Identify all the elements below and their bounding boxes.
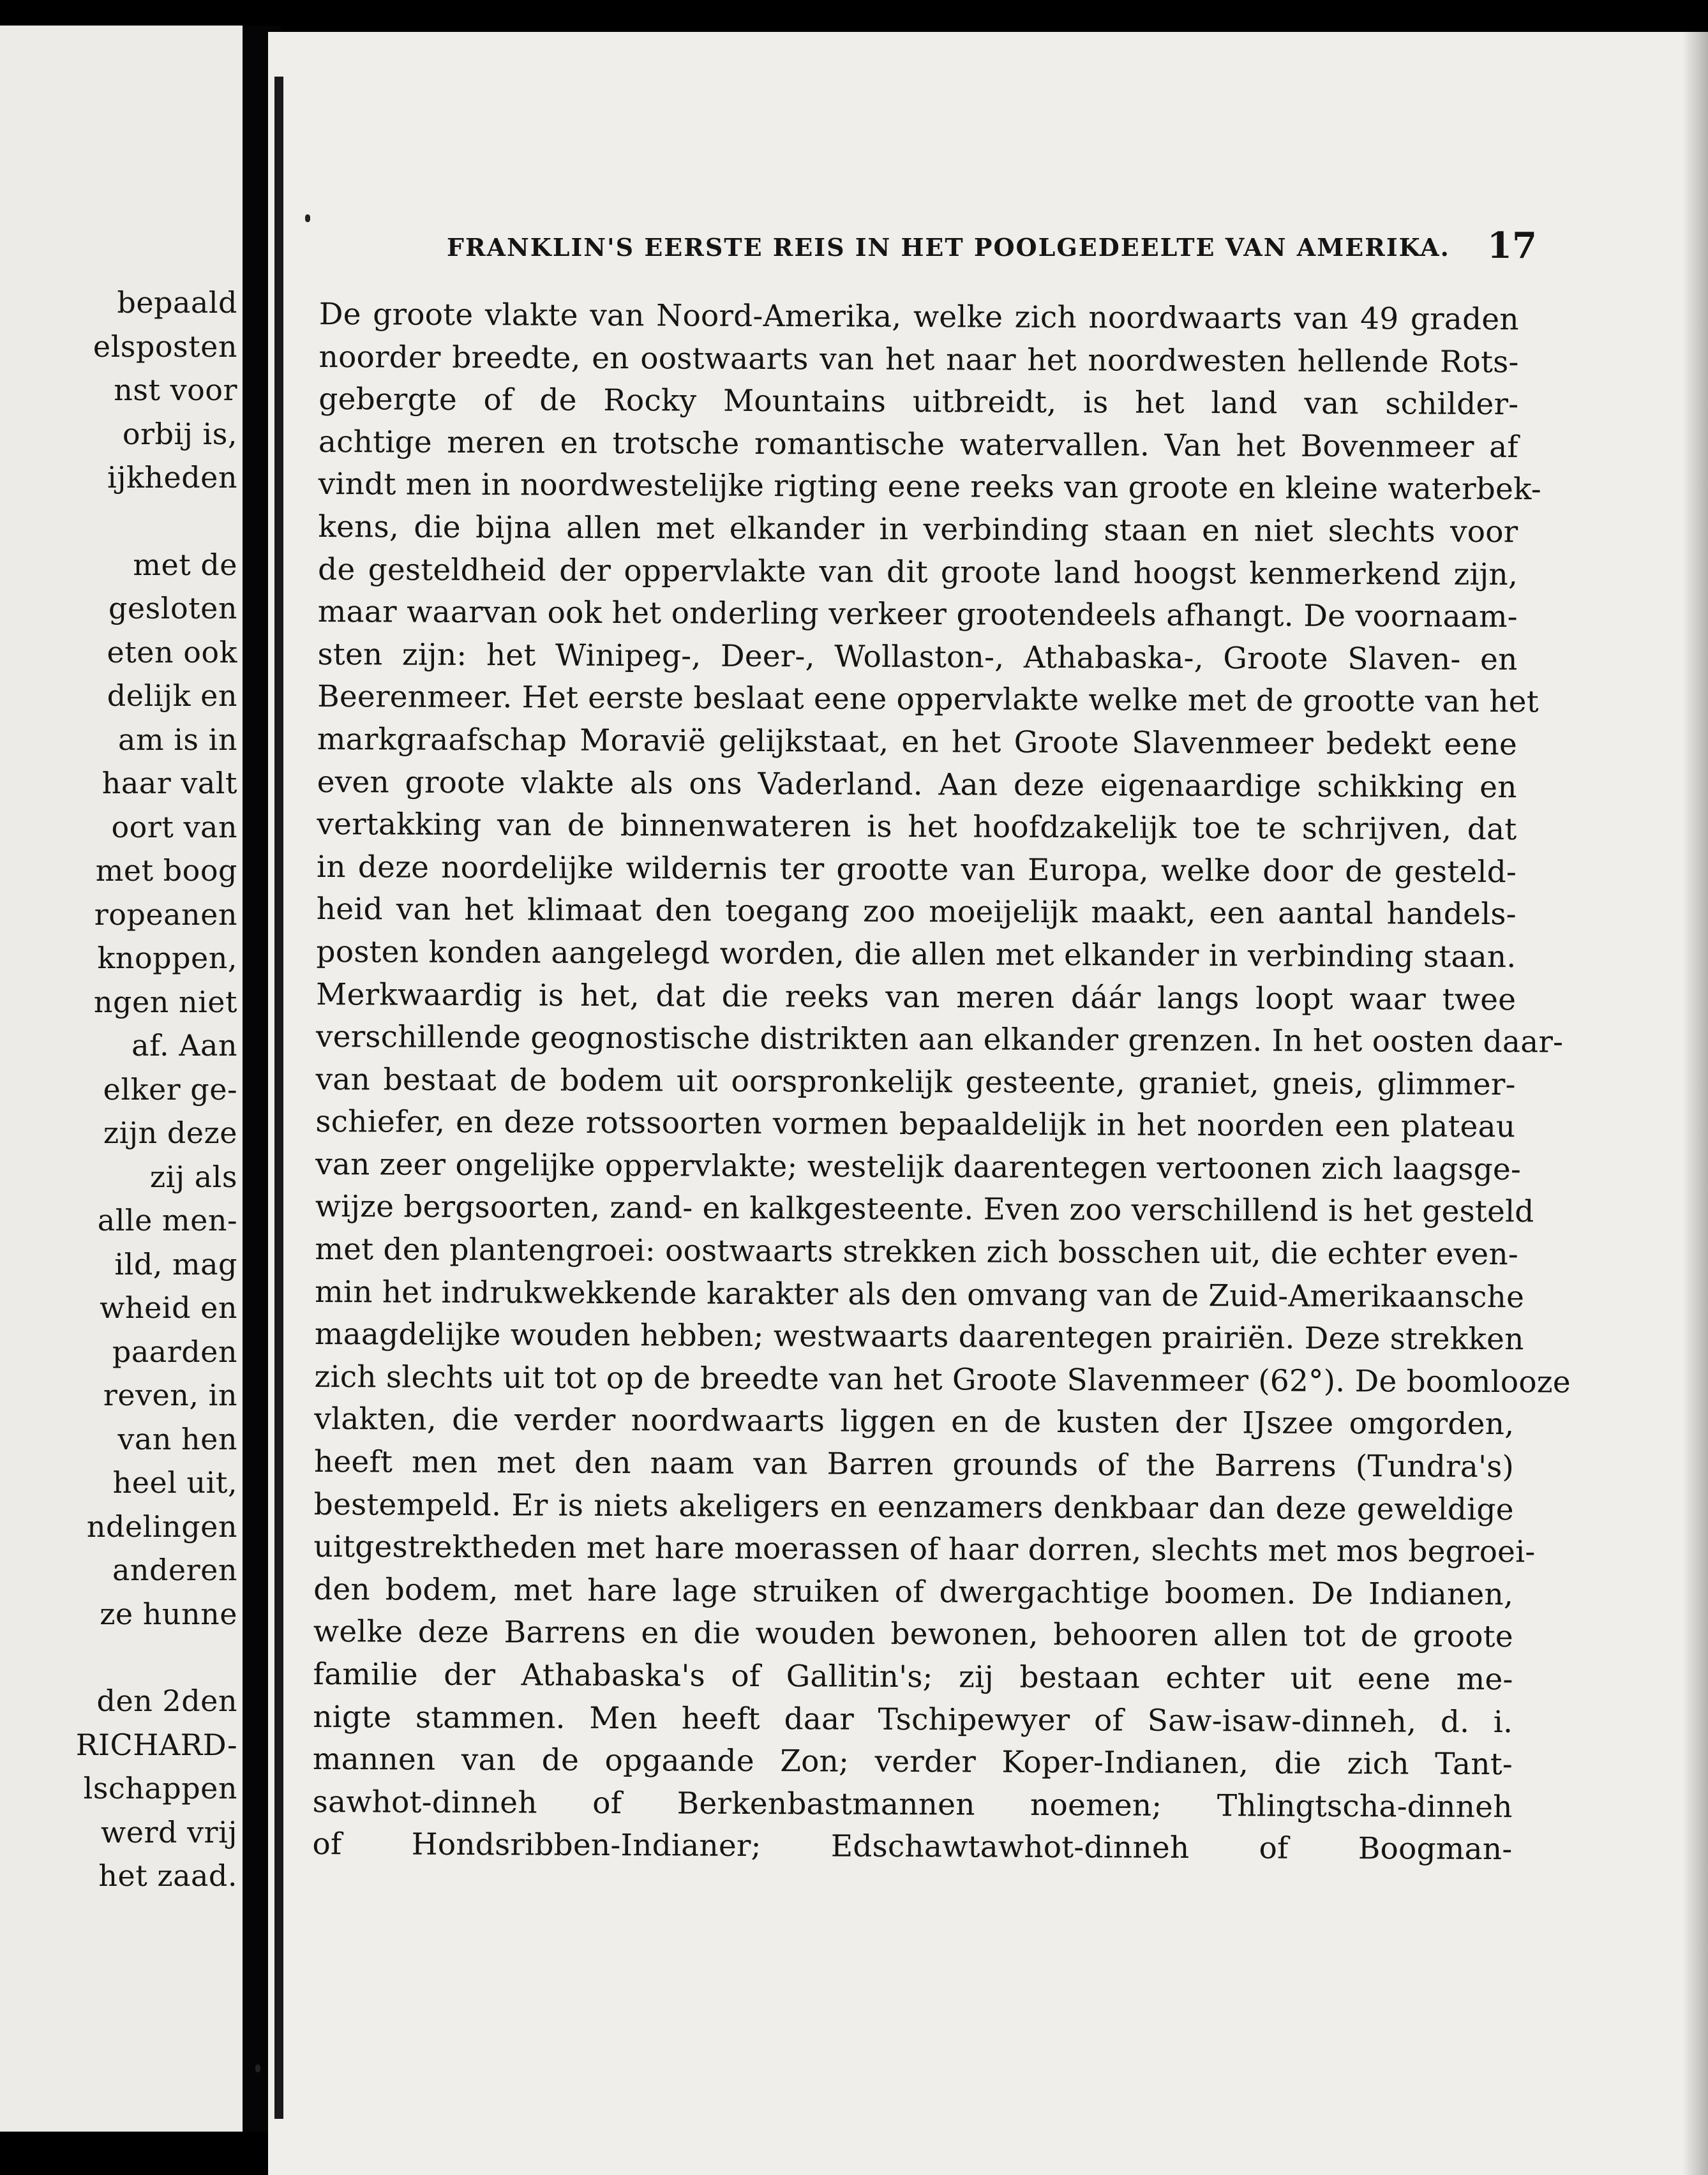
text-line: van bestaat de bodem uit oorspronkelijk gesteente, graniet, gneis, glimmer- [315, 1061, 1516, 1102]
left-page-text [8, 281, 237, 1898]
text-line: van zeer ongelijke oppervlakte; westelijk daarentegen vertoonen zich laagsge- [315, 1146, 1522, 1188]
text-line: even groote vlakte als ons Vaderland. Aan deze eigenaardige schikking en [317, 764, 1517, 805]
text-line: achtige meren en trotsche romantische watervallen. Van het Bovenmeer af [318, 424, 1519, 465]
text-line: vlakten, die verder noordwaarts liggen en de kusten der IJszee omgorden, [314, 1401, 1515, 1442]
left-line: haar valt [101, 766, 237, 800]
text-line: kens, die bijna allen met elkander in verbinding staan en niet slechts voor [318, 509, 1518, 550]
left-line: met de [133, 547, 237, 582]
left-line: delijk en [107, 678, 237, 713]
left-line: zij als [149, 1159, 237, 1194]
text-line: heid van het klimaat den toegang zoo moeijelijk maakt, een aantal handels- [316, 892, 1517, 932]
left-line: bepaald [117, 285, 237, 320]
text-line: posten konden aangelegd worden, die allen met elkander in verbinding staan. [316, 934, 1517, 975]
text-line: sten zijn: het Winipeg-, Deer-, Wollaston-, Athabaska-, Groote Slaven- en [317, 636, 1518, 677]
left-line: oort van [111, 809, 237, 844]
text-line: met den plantengroei: oostwaarts strekken zich bosschen uit, die echter even- [315, 1232, 1519, 1273]
text-line: De groote vlakte van Noord-Amerika, welke zich noordwaarts van 49 graden [318, 296, 1519, 338]
text-line: nigte stammen. Men heeft daar Tschipewyer of Saw-isaw-dinneh, d. i. [313, 1699, 1513, 1740]
left-line: knoppen, [97, 941, 237, 975]
left-line: met boog [95, 853, 237, 888]
left-line: zijn deze [103, 1116, 237, 1150]
text-line: min het indrukwekkende karakter als den omvang van de Zuid-Amerikaansche [315, 1274, 1525, 1315]
text-line: vertakking van de binnenwateren is het hoofdzakelijk toe te schrijven, dat [317, 807, 1517, 848]
left-line: nst voor [114, 373, 237, 407]
left-line: wheid en [100, 1290, 237, 1325]
left-line: alle men- [97, 1203, 237, 1237]
text-line: vindt men in noordwestelijke rigting eene reeks van groote en kleine waterbek- [318, 467, 1542, 507]
text-line: den bodem, met hare lage struiken of dwergachtige boomen. De Indianen, [313, 1571, 1514, 1612]
left-line: ndelingen [86, 1509, 237, 1544]
left-line: paarden [112, 1334, 237, 1369]
left-line: ze hunne [100, 1596, 237, 1631]
text-line: of Hondsribben-Indianer; Edschawtawhot-dinneh of Boogman- [312, 1827, 1513, 1867]
left-line: reven, in [103, 1378, 237, 1412]
left-line: den 2den [96, 1684, 237, 1718]
text-line: Beerenmeer. Het eerste beslaat eene oppervlakte welke met de grootte van het [317, 679, 1539, 720]
left-line: ropeanen [94, 897, 237, 932]
left-line: het zaad. [98, 1858, 237, 1893]
text-line: uitgestrektheden met hare moerassen of haar dorren, slechts met mos begroei- [313, 1529, 1536, 1570]
text-line: noorder breedte, en oostwaarts van het naar het noordwesten hellende Rots- [318, 339, 1519, 380]
ink-speck [255, 2065, 260, 2072]
left-line: heel uit, [112, 1465, 237, 1500]
left-line: werd vrij [100, 1814, 237, 1850]
left-line: anderen [112, 1553, 237, 1587]
text-line: gebergte of de Rocky Mountains uitbreidt, is het land van schilder- [318, 382, 1519, 422]
running-head: FRANKLIN'S EERSTE REIS IN HET POOLGEDEELTE VAN AMERIKA. [447, 233, 1450, 262]
body-text [312, 294, 1571, 1871]
left-line: eten ook [107, 634, 237, 669]
left-line: am is in [118, 722, 237, 757]
ink-speck [305, 214, 310, 222]
text-line: verschillende geognostische distrikten aan elkander grenzen. In het oosten daar- [315, 1019, 1564, 1060]
text-line: sawhot-dinneh of Berkenbastmannen noemen; Thlingtscha-dinneh [312, 1784, 1513, 1825]
page-edge-shadow [1682, 32, 1708, 2175]
text-line: familie der Athabaska's of Gallitin's; zij bestaan echter uit eene me- [313, 1656, 1513, 1698]
left-line: lschappen [83, 1771, 237, 1805]
text-line: heeft men met den naam van Barren grounds of the Barrens (Tundra's) [313, 1444, 1515, 1485]
text-line: zich slechts uit tot op de breedte van het Groote Slavenmeer (62°). De boomlooze [314, 1359, 1571, 1400]
left-line: orbij is, [122, 416, 237, 451]
paragraph-gap [8, 500, 237, 543]
binding-shadow [274, 77, 283, 2119]
page-number: 17 [1487, 225, 1537, 267]
left-line: af. Aan [131, 1028, 237, 1063]
text-line: maagdelijke wouden hebben; westwaarts daarentegen prairiën. Deze strekken [314, 1317, 1524, 1357]
text-line: de gesteldheid der oppervlakte van dit groote land hoogst kenmerkend zijn, [317, 551, 1518, 592]
text-line: in deze noordelijke wildernis ter grootte van Europa, welke door de gesteld- [316, 849, 1517, 890]
text-line: maar waarvan ook het onderling verkeer grootendeels afhangt. De voornaam- [317, 594, 1518, 635]
left-line: van hen [117, 1421, 237, 1456]
text-line: wijze bergsoorten, zand- en kalkgesteente. Even zoo verschillend is het gesteld [315, 1189, 1534, 1230]
text-line: welke deze Barrens en die wouden bewonen, behooren allen tot de groote [313, 1614, 1513, 1655]
left-line: RICHARD- [75, 1727, 237, 1762]
paragraph-gap [8, 1636, 237, 1679]
left-line: ild, mag [114, 1246, 237, 1282]
text-line: markgraafschap Moravië gelijkstaat, en het Groote Slavenmeer bedekt eene [317, 721, 1518, 763]
left-line: ijkheden [107, 460, 237, 495]
left-line: gesloten [108, 591, 237, 625]
left-line: elsposten [93, 329, 237, 364]
text-line: bestempeld. Er is niets akeligers en eenzamers denkbaar dan deze geweldige [313, 1486, 1514, 1527]
left-line: elker ge- [103, 1072, 237, 1107]
text-line: Merkwaardig is het, dat die reeks van meren dáár langs loopt waar twee [316, 976, 1517, 1017]
text-line: schiefer, en deze rotssoorten vormen bepaaldelijk in het noorden een plateau [315, 1104, 1516, 1145]
text-line: mannen van de opgaande Zon; verder Koper-Indianen, die zich Tant- [312, 1742, 1513, 1783]
left-line: ngen niet [93, 984, 237, 1019]
left-page [0, 26, 243, 2132]
